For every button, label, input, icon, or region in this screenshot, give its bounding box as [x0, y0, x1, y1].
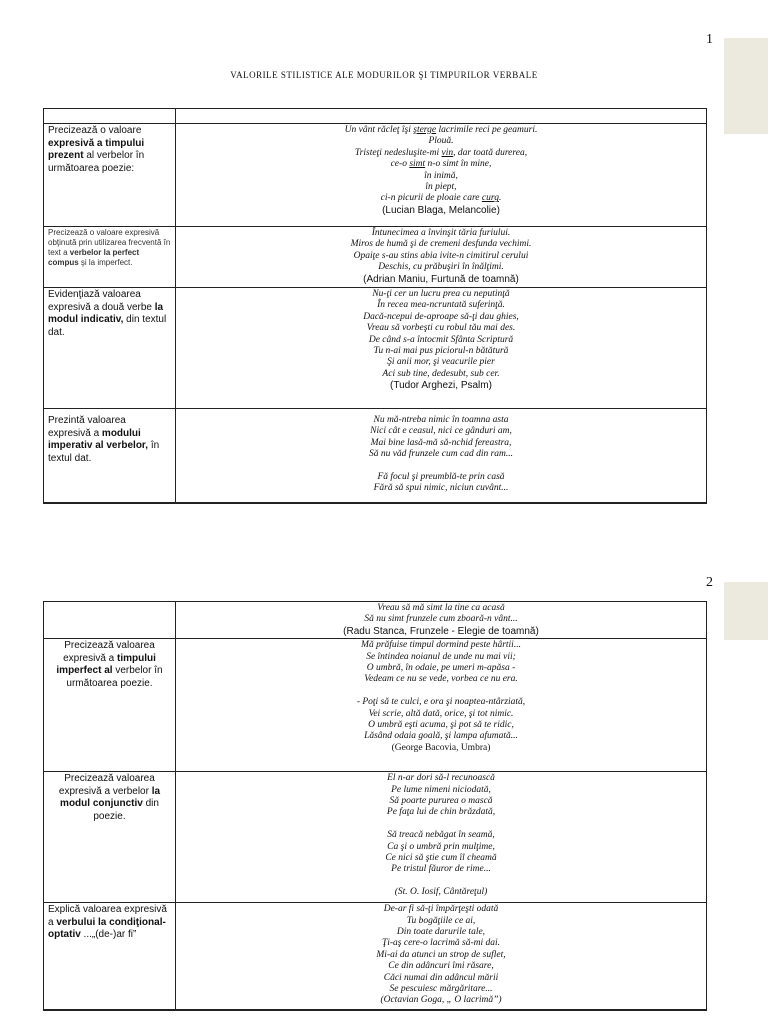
poem-cell: Nu-ţi cer un lucru prea cu neputinţă În recea mea-ncruntată suferinţă. Dacă-ncepui de-aproape să-ţi dau ghies, Vreau să vorbeşti cu robul tău mai des. De când s-a întocmit Sfânta Scriptură Tu n-ai mai pus piciorul-n bătătură Şi anii mor, şi veacurile pier Aci sub tine, dedesubt, sub cer. (Tudor Arghezi, Psalm) — [176, 288, 707, 409]
document-title: VALORILE STILISTICE ALE MODURILOR ŞI TIMPURILOR VERBALE — [230, 70, 538, 80]
poem-cell: Mă prăfuise timpul dormind peste hârtii... Se întindea noianul de unde nu mai vii; O umbră, în odaie, pe umeri m-apăsa - Vedeam ce nu se vede, vorbea ce nu era. - Poţi să te culci, e ora şi noaptea-ntârziată, Vei scrie, altă dată, orice, şi tot nimic. O umbră eşti acuma, şi pot să te ridic, Lăsând odaia goală, şi lampa afumată... (George Bacovia, Umbra) — [176, 639, 707, 772]
worksheet-table-page-1 — [43, 108, 707, 504]
page-side-tab — [724, 38, 768, 134]
page-number-2: 2 — [706, 575, 713, 590]
task-cell: Explică valoarea expresivă a verbului la condiţional-optativ ...„(de-)ar fi” — [44, 903, 176, 1011]
table-row — [44, 772, 707, 903]
table-header-row — [44, 109, 707, 124]
page-side-tab — [724, 582, 768, 640]
poem-cell: Un vânt răcleţ îşi şterge lacrimile reci pe geamuri. Plouă. Tristeţi nedesluşite-mi vin, dar toată durerea, ce-o simt n-o simt în mine, în inimă, în piept, ci-n picurii de ploaie care curg. (Lucian Blaga, Melancolie) — [176, 124, 707, 227]
task-cell: Precizează o valoare expresivă obţinută prin utilizarea frecventă în text a verbelor la perfect compus şi la imperfect. — [44, 227, 176, 288]
table-row — [44, 409, 707, 504]
table-row — [44, 227, 707, 288]
task-cell: Precizează valoarea expresivă a verbelor la modul conjunctiv din poezie. — [44, 772, 176, 903]
table-row — [44, 602, 707, 639]
task-cell: Evidenţiază valoarea expresivă a două verbe la modul indicativ, din textul dat. — [44, 288, 176, 409]
poem-cell: Întunecimea a învinşit tăria furiului. Miros de humă şi de cremeni desfunda vechimi. Opaiţe s-au stins abia ivite-n cimitirul cerului Deschis, cu prăbuşiri în înălţimi. (Adrian Maniu, Furtună de toamnă) — [176, 227, 707, 288]
table-row — [44, 639, 707, 772]
task-cell: Precizează o valoare expresivă a timpului prezent al verbelor în următoarea poezie: — [44, 124, 176, 227]
poem-cell: El n-ar dori să-l recunoască Pe lume nimeni niciodată, Să poarte pururea o mască Pe faţa lui de chin brăzdată, Să treacă nebăgat în seamă, Ca şi o umbră prin mulţime, Ce nici să ştie cum îl cheamă Pe tristul făuror de rime... (St. O. Iosif, Cântăreţul) — [176, 772, 707, 903]
poem-cell: Vreau să mă simt la tine ca acasă Să nu simt frunzele cum zboară-n vânt... (Radu Stanca, Frunzele - Elegie de toamnă) — [176, 602, 707, 639]
table-row — [44, 903, 707, 1011]
table-row — [44, 288, 707, 409]
table-row — [44, 124, 707, 227]
task-cell: Precizează valoarea expresivă a timpului imperfect al verbelor în următoarea poezie. — [44, 639, 176, 772]
task-cell — [44, 602, 176, 639]
poem-cell: Nu mă-ntreba nimic în toamna asta Nici cât e ceasul, nici ce gânduri am, Mai bine lasă-mă să-nchid fereastra, Să nu văd frunzele cum cad din ram... Fă focul şi preumblă-te prin casă Fără să spui nimic, niciun cuvânt... — [176, 409, 707, 504]
worksheet-table-page-2 — [43, 601, 707, 1011]
poem-cell: De-ar fi să-ţi împărţeşti odată Tu bogăţiile ce ai, Din toate darurile tale, Ţi-aş cere-o lacrimă să-mi dai. Mi-ai da atunci un strop de suflet, Ce din adâncuri îmi răsare, Căci numai din adâncul mării Se pescuiesc mărgăritare... (Octavian Goga, „ O lacrimă”) — [176, 903, 707, 1011]
task-cell: Prezintă valoarea expresivă a modului imperativ al verbelor, în textul dat. — [44, 409, 176, 504]
page-number-1: 1 — [706, 32, 713, 47]
